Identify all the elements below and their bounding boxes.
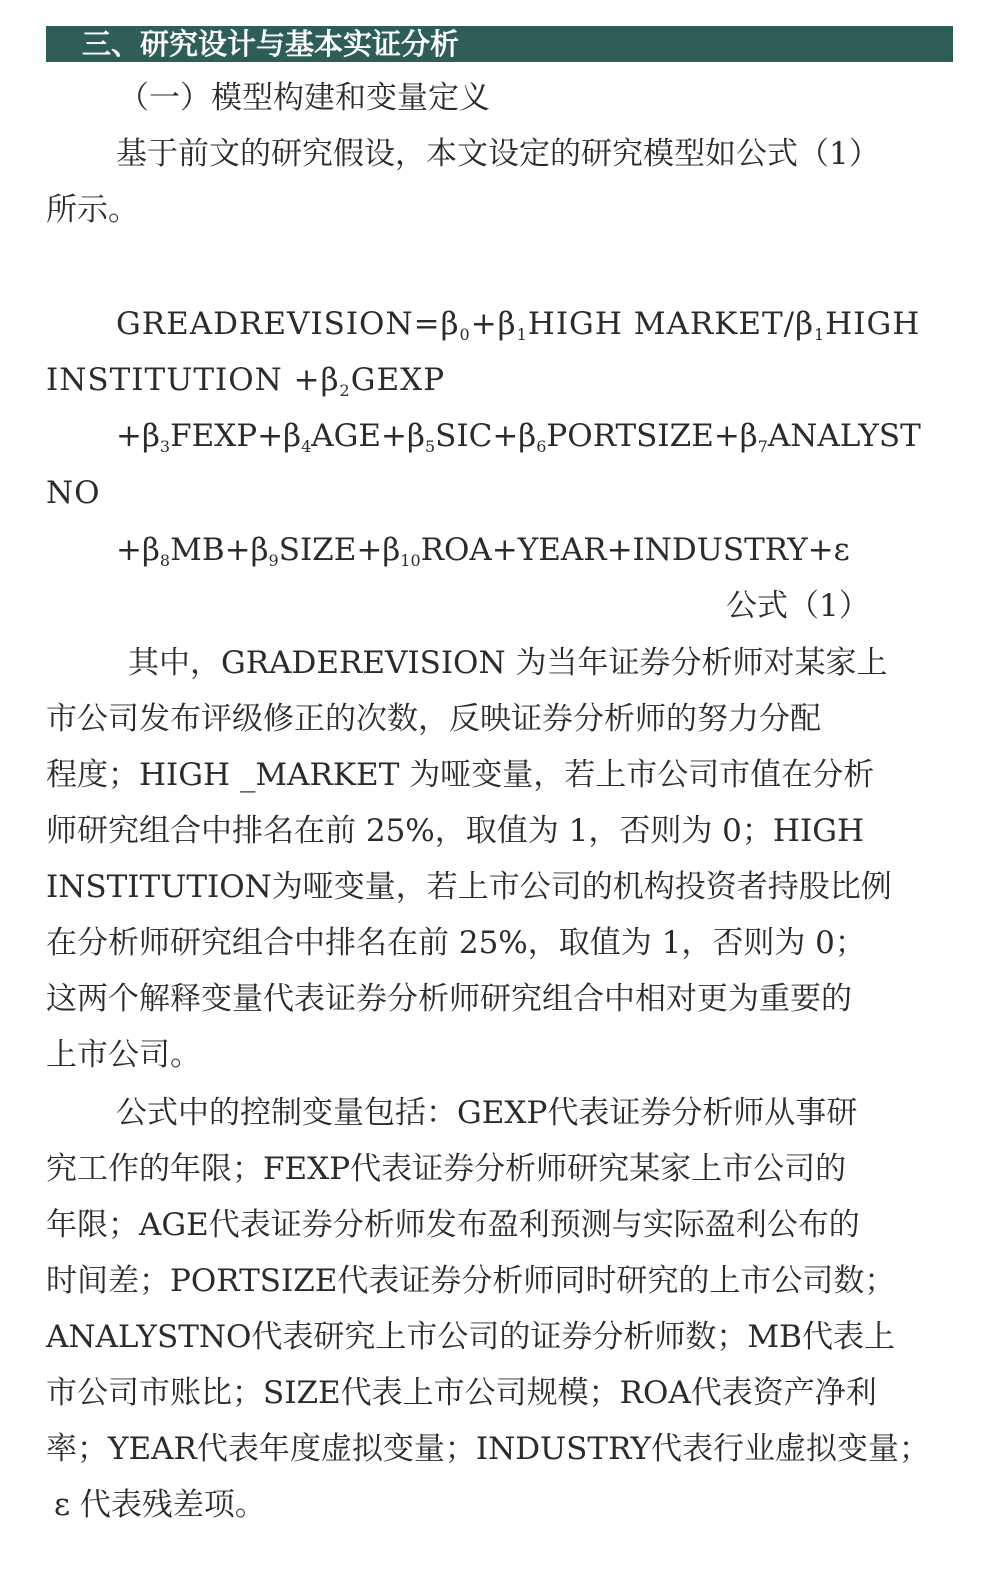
formula-text: SIC+β [435, 418, 537, 454]
intro-line-1: 基于前文的研究假设，本文设定的研究模型如公式（1） [116, 136, 880, 172]
formula-text: AGE+β [311, 418, 425, 454]
formula-subscript: 2 [339, 381, 351, 400]
paragraph1-line: 市公司发布评级修正的次数，反映证券分析师的努力分配 [46, 701, 821, 737]
section-header [46, 26, 953, 62]
formula-text: FEXP+β [170, 418, 302, 454]
formula-text: +β [116, 532, 160, 568]
formula-line-4: NO [46, 475, 101, 511]
paragraph1-line: 上市公司。 [46, 1037, 201, 1073]
paragraph2-line: 率；YEAR代表年度虚拟变量；INDUSTRY代表行业虚拟变量； [46, 1431, 930, 1467]
formula-subscript: 0 [459, 325, 471, 344]
paragraph2-line: ANALYSTNO代表研究上市公司的证券分析师数；MB代表上 [46, 1319, 895, 1355]
subheading: （一）模型构建和变量定义 [118, 80, 490, 116]
paragraph1-line: 师研究组合中排名在前 25%，取值为 1，否则为 0；HIGH [46, 813, 864, 849]
formula-text: ROA+YEAR+INDUSTRY+ε [420, 532, 850, 568]
formula-text: INSTITUTION +β [46, 362, 340, 398]
paragraph1-line: 程度；HIGH _MARKET 为哑变量，若上市公司市值在分析 [46, 757, 875, 793]
formula-subscript: 5 [424, 437, 436, 456]
formula-label: 公式（1） [726, 588, 870, 624]
formula-subscript: 8 [159, 551, 171, 570]
formula-line-1 [116, 304, 920, 344]
paragraph2-line: ε 代表残差项。 [54, 1487, 266, 1523]
formula-text: +β [116, 418, 160, 454]
paragraph2-line: 究工作的年限；FEXP代表证券分析师研究某家上市公司的 [46, 1151, 847, 1187]
formula-text: HIGH MARKET/β [527, 306, 815, 342]
formula-text: GEXP [350, 362, 446, 398]
formula-subscript: 10 [400, 551, 421, 570]
formula-subscript: 7 [757, 437, 768, 456]
paragraph1-line: 其中，GRADEREVISION 为当年证券分析师对某家上 [128, 645, 888, 681]
formula-text: HIGH [825, 306, 921, 342]
formula-subscript: 4 [301, 437, 312, 456]
formula-text: GREADREVISION=β [116, 306, 460, 342]
formula-text: SIZE+β [278, 532, 401, 568]
paragraph2-line: 年限；AGE代表证券分析师发布盈利预测与实际盈利公布的 [46, 1207, 860, 1243]
paragraph2-line: 公式中的控制变量包括：GEXP代表证券分析师从事研 [116, 1095, 858, 1131]
formula-subscript: 1 [814, 325, 826, 344]
formula-subscript: 9 [268, 551, 279, 570]
intro-line-2: 所示。 [46, 192, 139, 228]
formula-text: MB+β [170, 532, 269, 568]
paragraph1-line: INSTITUTION为哑变量，若上市公司的机构投资者持股比例 [46, 869, 892, 905]
paragraph2-line: 时间差；PORTSIZE代表证券分析师同时研究的上市公司数； [46, 1263, 896, 1299]
formula-subscript: 1 [516, 325, 528, 344]
formula-text: +β [470, 306, 517, 342]
paragraph1-line: 在分析师研究组合中排名在前 25%，取值为 1，否则为 0； [46, 925, 866, 961]
formula-subscript: 3 [159, 437, 171, 456]
formula-subscript: 6 [536, 437, 547, 456]
section-header-title: 三、研究设计与基本实证分析 [82, 27, 460, 61]
formula-line-3 [116, 416, 921, 456]
paragraph2-line: 市公司市账比；SIZE代表上市公司规模；ROA代表资产净利 [46, 1375, 877, 1411]
paragraph1-line: 这两个解释变量代表证券分析师研究组合中相对更为重要的 [46, 981, 852, 1017]
formula-text: PORTSIZE+β [546, 418, 758, 454]
formula-text: ANALYST [767, 418, 921, 454]
formula-line-5 [116, 530, 850, 570]
formula-line-2 [46, 360, 445, 400]
